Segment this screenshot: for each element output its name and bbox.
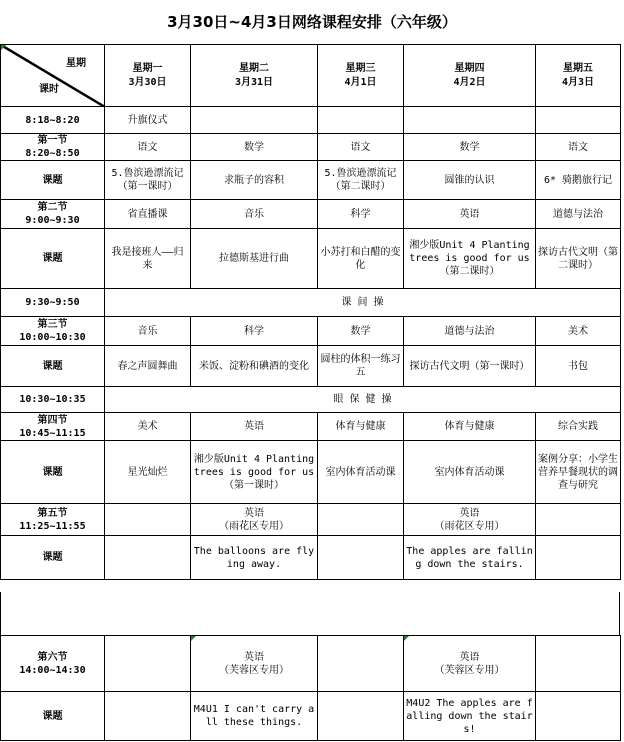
day-header-wed: 星期三 4月1日 xyxy=(318,45,404,107)
subject-cell: 道德与法治 xyxy=(536,200,621,229)
subject-cell: 省直播课 xyxy=(105,200,191,229)
topic-label: 课题 xyxy=(1,441,105,504)
topic-cell: The apples are falling down the stairs. xyxy=(404,536,536,580)
topic-label: 课题 xyxy=(1,692,105,741)
topic-cell: 室内体育活动课 xyxy=(318,441,404,504)
subject-cell: 语文 xyxy=(105,134,191,161)
subject-cell: 道德与法治 xyxy=(404,317,536,346)
subject-cell: 综合实践 xyxy=(536,413,621,441)
topic-label: 课题 xyxy=(1,161,105,200)
diagonal-line xyxy=(1,45,105,107)
period-label: 课时 xyxy=(39,84,59,95)
topic-cell: 探访古代文明（第二课时） xyxy=(536,229,621,289)
subject-cell: 音乐 xyxy=(191,200,318,229)
exercise-row xyxy=(1,289,621,317)
topic-label: 课题 xyxy=(1,229,105,289)
eye-exercise: 眼 保 健 操 xyxy=(105,387,621,413)
topic-cell: 室内体育活动课 xyxy=(404,441,536,504)
topic-cell: 6* 骑鹅旅行记 xyxy=(536,161,621,200)
subject-cell: 美术 xyxy=(536,317,621,346)
period-5-label: 第五节 11:25~11:55 xyxy=(1,504,105,536)
comment-marker-icon xyxy=(404,636,409,641)
exercise-break: 课 间 操 xyxy=(105,289,621,317)
period-4-row xyxy=(1,413,621,441)
subject-cell: 英语 （雨花区专用） xyxy=(191,504,318,536)
topic-cell: 圆锥的认识 xyxy=(404,161,536,200)
subject-cell: 英语 xyxy=(404,200,536,229)
subject-cell: 数学 xyxy=(404,134,536,161)
gap-spacer xyxy=(0,592,620,635)
day-header-mon: 星期一 3月30日 xyxy=(105,45,191,107)
day-header-thu: 星期四 4月2日 xyxy=(404,45,536,107)
topic-cell: 湘少版Unit 4 Planting trees is good for us （第一课时） xyxy=(191,441,318,504)
subject-cell: 音乐 xyxy=(105,317,191,346)
topic-label: 课题 xyxy=(1,346,105,387)
topic-2-row xyxy=(1,229,621,289)
topic-cell: 春之声圆舞曲 xyxy=(105,346,191,387)
topic-cell: 书包 xyxy=(536,346,621,387)
page-title: 3月30日~4月3日网络课程安排（六年级） xyxy=(167,13,457,31)
topic-cell: The balloons are flying away. xyxy=(191,536,318,580)
subject-cell: 数学 xyxy=(191,134,318,161)
schedule-table xyxy=(0,44,621,580)
topic-4-row xyxy=(1,441,621,504)
topic-cell: M4U2 The apples are falling down the stairs! xyxy=(404,692,536,741)
topic-cell: 求瓶子的容积 xyxy=(191,161,318,200)
day-header-fri: 星期五 4月3日 xyxy=(536,45,621,107)
subject-cell: 美术 xyxy=(105,413,191,441)
period-5-row xyxy=(1,504,621,536)
subject-cell: 体育与健康 xyxy=(318,413,404,441)
subject-cell: 科学 xyxy=(191,317,318,346)
topic-cell: 小苏打和白醋的变化 xyxy=(318,229,404,289)
topic-cell: 5.鲁滨逊漂流记（第二课时） xyxy=(318,161,404,200)
topic-cell: 拉德斯基进行曲 xyxy=(191,229,318,289)
topic-cell: 米饭、淀粉和碘酒的变化 xyxy=(191,346,318,387)
period-2-row xyxy=(1,200,621,229)
topic-cell: 我是接班人——归来 xyxy=(105,229,191,289)
topic-cell: 案例分享：小学生营养早餐现状的调查与研究 xyxy=(536,441,621,504)
subject-cell: 英语 xyxy=(191,413,318,441)
exercise-time: 9:30~9:50 xyxy=(1,289,105,317)
subject-cell: 语文 xyxy=(536,134,621,161)
day-header-tue: 星期二 3月31日 xyxy=(191,45,318,107)
subject-cell: 数学 xyxy=(318,317,404,346)
topic-cell: 星光灿烂 xyxy=(105,441,191,504)
topic-1-row xyxy=(1,161,621,200)
period-1-row xyxy=(1,134,621,161)
topic-label: 课题 xyxy=(1,536,105,580)
topic-3-row xyxy=(1,346,621,387)
topic-cell: M4U1 I can't carry all these things. xyxy=(191,692,318,741)
comment-marker-icon xyxy=(191,636,196,641)
eye-exercise-time: 10:30~10:35 xyxy=(1,387,105,413)
eye-exercise-row xyxy=(1,387,621,413)
topic-cell: 湘少版Unit 4 Planting trees is good for us（第二课时） xyxy=(404,229,536,289)
topic-cell: 探访古代文明（第一课时） xyxy=(404,346,536,387)
subject-cell: 英语 （芙蓉区专用） xyxy=(191,636,318,692)
corner-header xyxy=(1,45,105,107)
period-3-label: 第三节 10:00~10:30 xyxy=(1,317,105,346)
topic-6-row xyxy=(1,692,621,741)
comment-marker-icon xyxy=(1,45,6,50)
afternoon-table xyxy=(0,635,621,741)
flag-time: 8:18~8:20 xyxy=(1,107,105,134)
period-1-label: 第一节 8:20~8:50 xyxy=(1,134,105,161)
subject-cell: 科学 xyxy=(318,200,404,229)
period-6-label: 第六节 14:00~14:30 xyxy=(1,636,105,692)
period-6-row xyxy=(1,636,621,692)
header-row xyxy=(1,45,621,107)
period-4-label: 第四节 10:45~11:15 xyxy=(1,413,105,441)
week-label: 星期 xyxy=(66,58,86,69)
subject-cell: 语文 xyxy=(318,134,404,161)
subject-cell: 英语 （芙蓉区专用） xyxy=(404,636,536,692)
topic-5-row xyxy=(1,536,621,580)
period-3-row xyxy=(1,317,621,346)
period-2-label: 第二节 9:00~9:30 xyxy=(1,200,105,229)
flag-ceremony: 升旗仪式 xyxy=(105,107,191,134)
subject-cell: 英语 （雨花区专用） xyxy=(404,504,536,536)
schedule-grid xyxy=(0,44,621,742)
topic-cell: 5.鲁滨逊漂流记（第一课时） xyxy=(105,161,191,200)
topic-cell: 圆柱的体积一练习五 xyxy=(318,346,404,387)
flag-row xyxy=(1,107,621,134)
subject-cell: 体育与健康 xyxy=(404,413,536,441)
